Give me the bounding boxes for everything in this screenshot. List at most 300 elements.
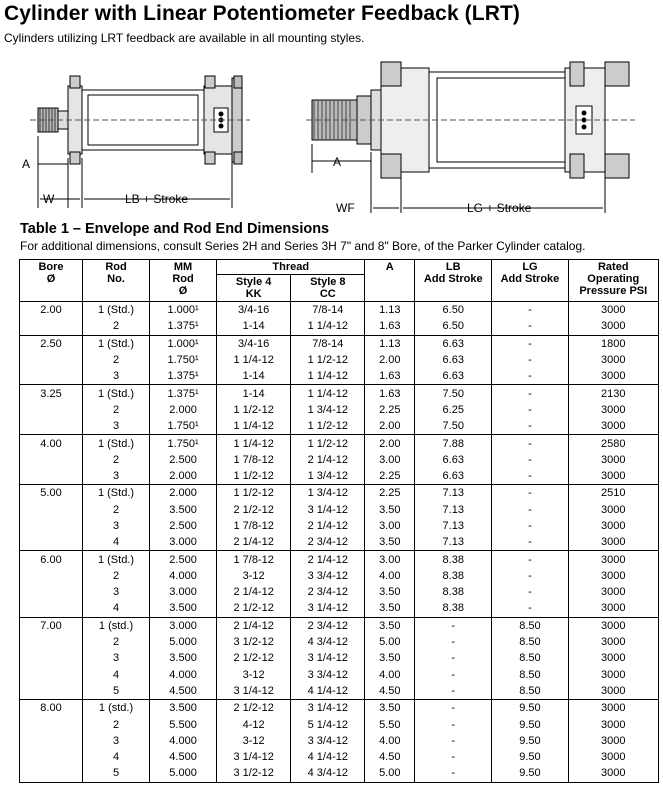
cell-lb: - <box>415 749 492 765</box>
cell-psi: 3000 <box>568 600 658 617</box>
cell-a: 5.00 <box>365 634 415 650</box>
cell-cc: 2 3/4-12 <box>291 534 365 551</box>
right-label-lg: LG + Stroke <box>467 201 532 215</box>
cell-mm: 3.000 <box>150 617 217 634</box>
cell-lg: - <box>492 568 568 584</box>
cell-bore <box>20 600 83 617</box>
table-row <box>20 700 659 717</box>
page-title: Cylinder with Linear Potentiometer Feedback (LRT) <box>4 2 520 25</box>
cell-lb: 8.38 <box>415 551 492 568</box>
cell-mm: 1.375¹ <box>150 385 217 402</box>
cell-bore <box>20 667 83 683</box>
cell-bore <box>20 402 83 418</box>
cell-lg: - <box>492 385 568 402</box>
cell-psi: 3000 <box>568 749 658 765</box>
table-row <box>20 502 659 518</box>
cell-bore <box>20 683 83 700</box>
table-note: For additional dimensions, consult Series 2H and Series 3H 7" and 8" Bore, of the Parker Cylinder catalog. <box>20 239 586 253</box>
table-row <box>20 600 659 617</box>
cell-rod: 3 <box>82 418 149 435</box>
table-row <box>20 617 659 634</box>
cell-kk: 2 1/2-12 <box>217 502 291 518</box>
cell-kk: 2 1/2-12 <box>217 600 291 617</box>
cell-lb: 6.63 <box>415 368 492 385</box>
cell-psi: 3000 <box>568 551 658 568</box>
cell-lg: - <box>492 485 568 502</box>
cell-lg: - <box>492 584 568 600</box>
cell-kk: 2 1/2-12 <box>217 650 291 666</box>
cell-psi: 3000 <box>568 667 658 683</box>
table-row <box>20 749 659 765</box>
cell-mm: 2.500 <box>150 452 217 468</box>
table-row <box>20 634 659 650</box>
cell-bore: 6.00 <box>20 551 83 568</box>
cell-rod: 2 <box>82 568 149 584</box>
cell-cc: 1 3/4-12 <box>291 485 365 502</box>
col-header-lg: LG Add Stroke <box>492 260 568 302</box>
cell-cc: 7/8-14 <box>291 302 365 319</box>
table-row <box>20 667 659 683</box>
table-row <box>20 485 659 502</box>
cell-psi: 3000 <box>568 700 658 717</box>
cell-lg: 9.50 <box>492 765 568 782</box>
cell-lb: 7.13 <box>415 485 492 502</box>
cell-rod: 1 (Std.) <box>82 385 149 402</box>
cell-lb: 7.13 <box>415 518 492 534</box>
cell-bore <box>20 650 83 666</box>
cell-bore <box>20 749 83 765</box>
cell-lb: 6.50 <box>415 318 492 335</box>
cell-bore: 4.00 <box>20 435 83 452</box>
cell-lb: - <box>415 634 492 650</box>
cell-bore <box>20 452 83 468</box>
table-row <box>20 402 659 418</box>
table-row <box>20 716 659 732</box>
cell-mm: 1.750¹ <box>150 352 217 368</box>
right-cylinder-drawing <box>300 48 640 218</box>
cell-psi: 3000 <box>568 617 658 634</box>
cell-a: 1.13 <box>365 335 415 352</box>
cell-psi: 3000 <box>568 634 658 650</box>
cell-lb: - <box>415 716 492 732</box>
cell-lg: - <box>492 600 568 617</box>
cell-bore <box>20 568 83 584</box>
cell-mm: 3.500 <box>150 700 217 717</box>
cell-psi: 3000 <box>568 418 658 435</box>
cell-a: 2.25 <box>365 402 415 418</box>
cell-mm: 4.000 <box>150 733 217 749</box>
cell-lb: - <box>415 683 492 700</box>
cell-kk: 1 7/8-12 <box>217 452 291 468</box>
cell-lb: 6.63 <box>415 452 492 468</box>
cell-rod: 3 <box>82 650 149 666</box>
cell-lg: - <box>492 335 568 352</box>
cell-a: 4.00 <box>365 667 415 683</box>
cell-lb: 6.63 <box>415 335 492 352</box>
cell-a: 3.50 <box>365 584 415 600</box>
cell-kk: 3-12 <box>217 733 291 749</box>
cell-lb: - <box>415 765 492 782</box>
cell-psi: 3000 <box>568 716 658 732</box>
cell-lb: - <box>415 650 492 666</box>
cell-cc: 3 1/4-12 <box>291 700 365 717</box>
col-header-mm: MM Rod Ø <box>150 260 217 302</box>
cell-bore: 2.50 <box>20 335 83 352</box>
cell-mm: 1.375¹ <box>150 318 217 335</box>
cell-psi: 2580 <box>568 435 658 452</box>
cell-lg: - <box>492 551 568 568</box>
cell-rod: 4 <box>82 749 149 765</box>
cell-kk: 2 1/2-12 <box>217 700 291 717</box>
cell-mm: 2.500 <box>150 518 217 534</box>
cell-mm: 2.500 <box>150 551 217 568</box>
cell-psi: 3000 <box>568 402 658 418</box>
cell-a: 2.00 <box>365 352 415 368</box>
cell-mm: 1.375¹ <box>150 368 217 385</box>
cell-mm: 5.000 <box>150 765 217 782</box>
left-cylinder-drawing <box>0 48 260 213</box>
cell-a: 3.00 <box>365 452 415 468</box>
cell-rod: 2 <box>82 402 149 418</box>
cell-psi: 3000 <box>568 584 658 600</box>
cell-bore: 8.00 <box>20 700 83 717</box>
cell-kk: 1-14 <box>217 385 291 402</box>
cell-psi: 3000 <box>568 318 658 335</box>
cell-mm: 2.000 <box>150 468 217 485</box>
cell-lb: 7.50 <box>415 418 492 435</box>
cell-a: 3.50 <box>365 534 415 551</box>
cell-kk: 3/4-16 <box>217 302 291 319</box>
cell-rod: 3 <box>82 584 149 600</box>
cell-rod: 2 <box>82 502 149 518</box>
cell-psi: 3000 <box>568 352 658 368</box>
cell-mm: 1.000¹ <box>150 335 217 352</box>
cell-bore <box>20 534 83 551</box>
table-row <box>20 518 659 534</box>
cell-kk: 2 1/4-12 <box>217 534 291 551</box>
cell-kk: 1 1/2-12 <box>217 485 291 502</box>
cell-rod: 4 <box>82 534 149 551</box>
cell-bore <box>20 502 83 518</box>
cell-rod: 5 <box>82 683 149 700</box>
cell-kk: 1 7/8-12 <box>217 551 291 568</box>
cell-rod: 1 (Std.) <box>82 485 149 502</box>
cell-mm: 2.000 <box>150 485 217 502</box>
cell-cc: 4 3/4-12 <box>291 634 365 650</box>
cell-a: 5.50 <box>365 716 415 732</box>
cell-kk: 1-14 <box>217 368 291 385</box>
cell-a: 2.25 <box>365 468 415 485</box>
left-label-lb: LB + Stroke <box>125 192 189 206</box>
col-header-thread: Thread <box>217 260 365 275</box>
cell-lg: - <box>492 418 568 435</box>
cell-rod: 1 (Std.) <box>82 302 149 319</box>
cell-lb: 6.25 <box>415 402 492 418</box>
cell-psi: 3000 <box>568 452 658 468</box>
cell-lg: - <box>492 502 568 518</box>
cell-rod: 2 <box>82 452 149 468</box>
cell-lg: 8.50 <box>492 683 568 700</box>
cell-a: 1.63 <box>365 318 415 335</box>
cell-psi: 3000 <box>568 534 658 551</box>
cell-cc: 1 1/4-12 <box>291 368 365 385</box>
table-row <box>20 418 659 435</box>
cell-kk: 1-14 <box>217 318 291 335</box>
cell-lg: - <box>492 318 568 335</box>
dimensions-table <box>19 259 659 783</box>
cell-mm: 3.500 <box>150 600 217 617</box>
cell-lg: 9.50 <box>492 700 568 717</box>
cell-rod: 3 <box>82 518 149 534</box>
cell-mm: 4.000 <box>150 568 217 584</box>
cell-a: 2.00 <box>365 435 415 452</box>
cell-a: 4.00 <box>365 568 415 584</box>
cell-kk: 2 1/4-12 <box>217 617 291 634</box>
table-row <box>20 468 659 485</box>
cell-cc: 3 1/4-12 <box>291 600 365 617</box>
cell-rod: 5 <box>82 765 149 782</box>
cell-bore <box>20 368 83 385</box>
cell-rod: 1 (std.) <box>82 700 149 717</box>
cell-kk: 1 1/2-12 <box>217 402 291 418</box>
cell-lb: 8.38 <box>415 568 492 584</box>
left-label-a: A <box>22 157 31 171</box>
cell-mm: 4.000 <box>150 667 217 683</box>
col-header-bore: Bore Ø <box>20 260 83 302</box>
cell-rod: 2 <box>82 318 149 335</box>
cell-bore: 7.00 <box>20 617 83 634</box>
cell-psi: 3000 <box>568 468 658 485</box>
cell-lg: - <box>492 518 568 534</box>
cell-mm: 3.500 <box>150 650 217 666</box>
cell-cc: 1 1/4-12 <box>291 318 365 335</box>
cell-cc: 3 1/4-12 <box>291 502 365 518</box>
cell-a: 5.00 <box>365 765 415 782</box>
cell-lg: 8.50 <box>492 667 568 683</box>
cell-bore: 3.25 <box>20 385 83 402</box>
col-header-style8: Style 8 CC <box>291 275 365 302</box>
cell-mm: 4.500 <box>150 683 217 700</box>
cell-mm: 3.000 <box>150 534 217 551</box>
col-header-rod: Rod No. <box>82 260 149 302</box>
cell-cc: 1 1/2-12 <box>291 418 365 435</box>
col-header-style4: Style 4 KK <box>217 275 291 302</box>
cell-lg: 8.50 <box>492 634 568 650</box>
cell-kk: 1 1/4-12 <box>217 435 291 452</box>
cell-kk: 1 1/2-12 <box>217 468 291 485</box>
cell-a: 3.50 <box>365 700 415 717</box>
table-title: Table 1 – Envelope and Rod End Dimensions <box>20 221 330 237</box>
cell-mm: 5.000 <box>150 634 217 650</box>
cell-cc: 5 1/4-12 <box>291 716 365 732</box>
cell-rod: 1 (Std.) <box>82 551 149 568</box>
cell-mm: 2.000 <box>150 402 217 418</box>
cell-cc: 2 3/4-12 <box>291 617 365 634</box>
cell-cc: 7/8-14 <box>291 335 365 352</box>
cell-bore <box>20 518 83 534</box>
cell-rod: 1 (Std.) <box>82 335 149 352</box>
cell-mm: 4.500 <box>150 749 217 765</box>
cell-a: 4.50 <box>365 749 415 765</box>
cell-kk: 2 1/4-12 <box>217 584 291 600</box>
cell-lb: 6.50 <box>415 302 492 319</box>
table-row <box>20 765 659 782</box>
cell-rod: 3 <box>82 368 149 385</box>
cell-rod: 2 <box>82 634 149 650</box>
cell-rod: 1 (Std.) <box>82 435 149 452</box>
cell-psi: 3000 <box>568 733 658 749</box>
page-subtitle: Cylinders utilizing LRT feedback are available in all mounting styles. <box>4 31 365 45</box>
table-row <box>20 568 659 584</box>
cell-psi: 3000 <box>568 368 658 385</box>
cell-lb: 7.50 <box>415 385 492 402</box>
cell-kk: 1 1/4-12 <box>217 352 291 368</box>
table-row <box>20 452 659 468</box>
cell-bore <box>20 584 83 600</box>
cell-a: 3.50 <box>365 650 415 666</box>
cell-cc: 2 1/4-12 <box>291 518 365 534</box>
cell-a: 2.00 <box>365 418 415 435</box>
cell-lg: - <box>492 435 568 452</box>
cell-mm: 3.500 <box>150 502 217 518</box>
cell-lg: - <box>492 368 568 385</box>
cell-psi: 3000 <box>568 302 658 319</box>
cell-a: 3.00 <box>365 551 415 568</box>
cell-kk: 3-12 <box>217 568 291 584</box>
cell-lb: - <box>415 617 492 634</box>
table-row <box>20 368 659 385</box>
table-row <box>20 584 659 600</box>
cell-a: 4.00 <box>365 733 415 749</box>
cell-lb: 7.88 <box>415 435 492 452</box>
right-label-wf: WF <box>336 201 355 215</box>
cell-cc: 2 1/4-12 <box>291 551 365 568</box>
cell-mm: 3.000 <box>150 584 217 600</box>
cell-lb: 8.38 <box>415 600 492 617</box>
cell-kk: 3 1/4-12 <box>217 749 291 765</box>
cell-bore: 5.00 <box>20 485 83 502</box>
cell-cc: 1 1/4-12 <box>291 385 365 402</box>
cell-rod: 2 <box>82 352 149 368</box>
cell-cc: 4 1/4-12 <box>291 749 365 765</box>
cell-lb: 7.13 <box>415 502 492 518</box>
cell-kk: 3 1/2-12 <box>217 634 291 650</box>
cell-psi: 2510 <box>568 485 658 502</box>
cell-kk: 3-12 <box>217 667 291 683</box>
cell-bore <box>20 634 83 650</box>
cell-psi: 3000 <box>568 568 658 584</box>
cell-kk: 3/4-16 <box>217 335 291 352</box>
cell-a: 1.63 <box>365 385 415 402</box>
table-row <box>20 435 659 452</box>
cell-lg: - <box>492 452 568 468</box>
cell-kk: 1 7/8-12 <box>217 518 291 534</box>
cell-lg: 8.50 <box>492 650 568 666</box>
cell-rod: 3 <box>82 468 149 485</box>
cell-lg: - <box>492 468 568 485</box>
cell-cc: 2 1/4-12 <box>291 452 365 468</box>
cell-a: 4.50 <box>365 683 415 700</box>
table-row <box>20 302 659 319</box>
cell-lb: 8.38 <box>415 584 492 600</box>
cell-lg: - <box>492 534 568 551</box>
cell-cc: 1 1/2-12 <box>291 352 365 368</box>
cell-bore <box>20 765 83 782</box>
col-header-lb: LB Add Stroke <box>415 260 492 302</box>
table-row <box>20 335 659 352</box>
cell-cc: 3 3/4-12 <box>291 733 365 749</box>
cell-rod: 4 <box>82 600 149 617</box>
cell-a: 3.50 <box>365 617 415 634</box>
cell-bore <box>20 733 83 749</box>
cell-bore <box>20 716 83 732</box>
table-row <box>20 733 659 749</box>
col-header-a: A <box>365 260 415 302</box>
cell-a: 1.13 <box>365 302 415 319</box>
cell-a: 3.50 <box>365 502 415 518</box>
cell-lb: 6.63 <box>415 468 492 485</box>
right-label-a: A <box>333 155 342 169</box>
cell-bore <box>20 418 83 435</box>
cell-bore <box>20 318 83 335</box>
cell-psi: 3000 <box>568 650 658 666</box>
cell-cc: 3 1/4-12 <box>291 650 365 666</box>
cell-cc: 1 1/2-12 <box>291 435 365 452</box>
table-row <box>20 318 659 335</box>
table-row <box>20 650 659 666</box>
cell-cc: 1 3/4-12 <box>291 468 365 485</box>
cell-lb: 6.63 <box>415 352 492 368</box>
cell-a: 3.50 <box>365 600 415 617</box>
cell-bore: 2.00 <box>20 302 83 319</box>
cell-kk: 3 1/4-12 <box>217 683 291 700</box>
cell-lg: 9.50 <box>492 733 568 749</box>
cell-cc: 4 1/4-12 <box>291 683 365 700</box>
cell-lb: 7.13 <box>415 534 492 551</box>
cell-psi: 3000 <box>568 683 658 700</box>
cell-lg: - <box>492 302 568 319</box>
cell-bore <box>20 352 83 368</box>
col-header-rated: Rated Operating Pressure PSI <box>568 260 658 302</box>
cell-rod: 4 <box>82 667 149 683</box>
cell-cc: 2 3/4-12 <box>291 584 365 600</box>
cell-lg: 9.50 <box>492 716 568 732</box>
cell-a: 2.25 <box>365 485 415 502</box>
cell-mm: 5.500 <box>150 716 217 732</box>
cell-bore <box>20 468 83 485</box>
cell-lb: - <box>415 733 492 749</box>
left-label-w: W <box>43 192 55 206</box>
cell-lb: - <box>415 667 492 683</box>
cell-psi: 2130 <box>568 385 658 402</box>
cell-lg: 8.50 <box>492 617 568 634</box>
table-row <box>20 385 659 402</box>
cell-mm: 1.000¹ <box>150 302 217 319</box>
cell-psi: 1800 <box>568 335 658 352</box>
cell-lg: - <box>492 352 568 368</box>
cell-a: 3.00 <box>365 518 415 534</box>
cell-rod: 1 (std.) <box>82 617 149 634</box>
cell-kk: 3 1/2-12 <box>217 765 291 782</box>
cell-psi: 3000 <box>568 502 658 518</box>
table-row <box>20 534 659 551</box>
cell-rod: 2 <box>82 716 149 732</box>
cell-a: 1.63 <box>365 368 415 385</box>
cell-lg: 9.50 <box>492 749 568 765</box>
cell-rod: 3 <box>82 733 149 749</box>
cell-mm: 1.750¹ <box>150 435 217 452</box>
cell-psi: 3000 <box>568 518 658 534</box>
